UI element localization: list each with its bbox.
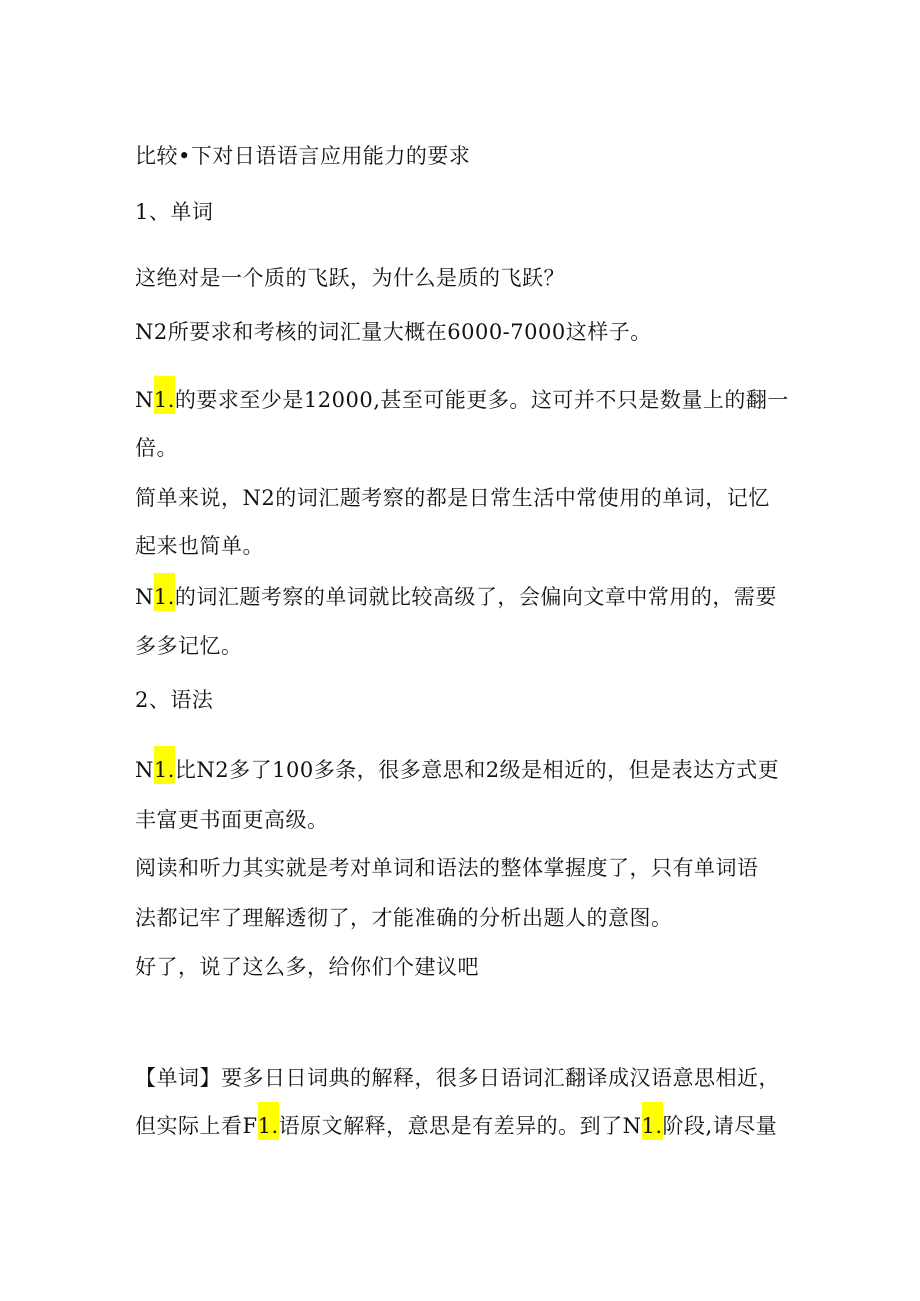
highlighted-text: 1.: [642, 1102, 663, 1140]
paragraph: 这绝对是一个质的飞跃，为什么是质的飞跃？: [135, 266, 565, 290]
text-run: 阶段,请尽量: [662, 1114, 778, 1138]
text-run: N: [135, 585, 154, 609]
paragraph-continuation: 多多记忆。: [135, 634, 243, 658]
paragraph: 简单来说，N2的词汇题考察的都是日常生活中常使用的单词，记忆: [135, 486, 770, 510]
paragraph-continuation: [135, 1112, 777, 1140]
text-run: 比N2多了100多条，很多意思和2级是相近的，但是表达方式更: [174, 758, 780, 782]
highlighted-text: 1.: [154, 376, 175, 414]
paragraph: [135, 756, 779, 784]
paragraph-continuation: 倍。: [135, 436, 178, 460]
paragraph: N2所要求和考核的词汇量大概在6000-7000这样子。: [135, 320, 652, 344]
paragraph: [135, 583, 777, 611]
text-run: 但实际上看F: [135, 1114, 258, 1138]
highlighted-text: 1.: [258, 1102, 279, 1140]
paragraph: 【单词】要多日日词典的解释，很多日语词汇翻译成汉语意思相近，: [135, 1066, 780, 1090]
text-run: N: [135, 388, 154, 412]
paragraph-continuation: 丰富更书面更高级。: [135, 808, 329, 832]
section-heading-vocabulary: 1、单词: [135, 200, 214, 224]
paragraph: [135, 386, 789, 414]
text-run: 的词汇题考察的单词就比较高级了，会偏向文章中常用的，需要: [174, 585, 777, 609]
section-heading-grammar: 2、语法: [135, 688, 214, 712]
paragraph-continuation: 起来也简单。: [135, 534, 264, 558]
text-run: 的要求至少是12000,甚至可能更多。这可并不只是数量上的翻一: [174, 388, 789, 412]
paragraph: 好了，说了这么多，给你们个建议吧: [135, 955, 479, 979]
highlighted-text: 1.: [154, 746, 175, 784]
document-heading: 比较•下对日语语言应用能力的要求: [135, 144, 471, 168]
highlighted-text: 1.: [154, 573, 175, 611]
text-run: N: [135, 758, 154, 782]
paragraph-continuation: 法都记牢了理解透彻了，才能准确的分析出题人的意图。: [135, 906, 673, 930]
text-run: 语原文解释，意思是有差异的。到了N: [278, 1114, 642, 1138]
paragraph: 阅读和听力其实就是考对单词和语法的整体掌握度了，只有单词语: [135, 856, 759, 880]
